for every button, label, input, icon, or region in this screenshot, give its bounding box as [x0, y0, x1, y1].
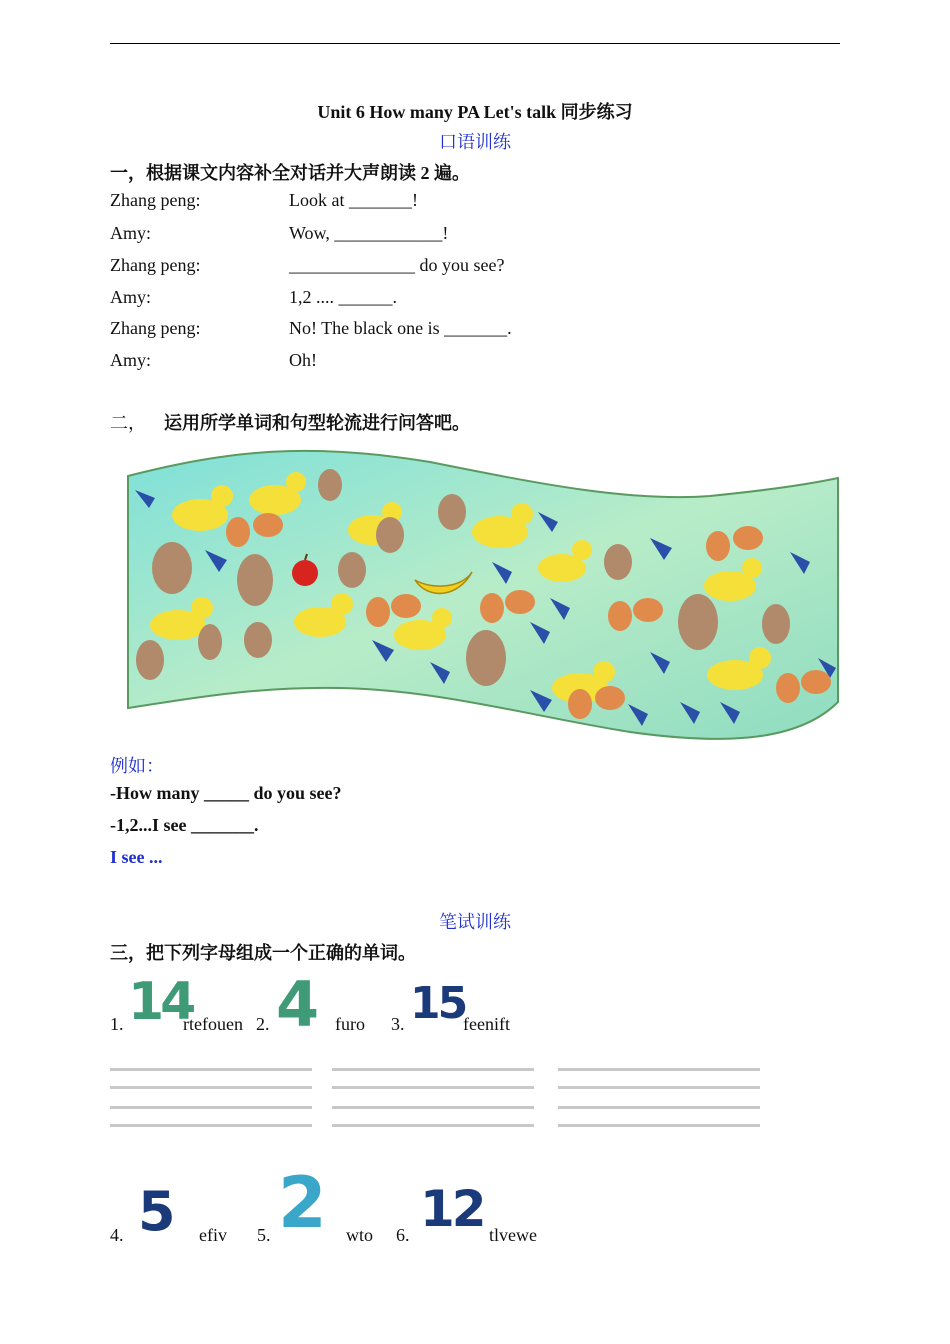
number-five-picture: 5 — [138, 1180, 176, 1243]
number-fourteen-picture: 14 — [128, 972, 193, 1032]
dialogue-speaker: Zhang peng: — [110, 190, 201, 210]
scrambled-letters: furo — [335, 1014, 365, 1034]
section-written-heading: 笔试训练 — [439, 912, 511, 932]
dialogue-speaker: Zhang peng: — [110, 318, 201, 338]
scrambled-letters: feenift — [463, 1014, 510, 1034]
item-number: 2. — [256, 1014, 270, 1034]
animals-flag-illustration — [110, 440, 845, 750]
example-label: 例如： — [110, 756, 164, 776]
item-number: 5. — [257, 1225, 271, 1245]
item-number: 4. — [110, 1225, 124, 1245]
example-answer: -1,2...I see _______. — [110, 815, 259, 835]
number-fifteen-picture: 15 — [410, 978, 466, 1029]
q3-heading: 三，把下列字母组成一个正确的单词。 — [110, 943, 416, 963]
dialogue-line: Oh! — [289, 350, 317, 370]
item-number: 6. — [396, 1225, 410, 1245]
page-title: Unit 6 How many PA Let's talk 同步练习 — [317, 102, 633, 122]
writing-lines — [110, 1068, 312, 1130]
header-rule — [110, 43, 840, 44]
dialogue-line: Wow, ____________! — [289, 223, 449, 243]
writing-lines — [558, 1068, 760, 1130]
number-twelve-picture: 12 — [420, 1180, 484, 1238]
q2-heading-text: 运用所学单词和句型轮流进行问答吧。 — [164, 413, 470, 433]
scrambled-letters: rtefouen — [183, 1014, 243, 1034]
writing-lines — [332, 1068, 534, 1130]
scrambled-letters: tlvewe — [489, 1225, 537, 1245]
number-four-picture: 4 — [276, 968, 320, 1041]
dialogue-speaker: Amy: — [110, 350, 152, 370]
q1-heading: 一，根据课文内容补全对话并大声朗读 2 遍。 — [110, 163, 470, 183]
q2-heading-num: 二， — [110, 413, 146, 433]
dialogue-speaker: Amy: — [110, 287, 152, 307]
scrambled-letters: efiv — [199, 1225, 227, 1245]
example-i-see: I see ... — [110, 847, 163, 867]
dialogue-line: No! The black one is _______. — [289, 318, 512, 338]
item-number: 3. — [391, 1014, 405, 1034]
section-oral-heading: 口语训练 — [439, 132, 511, 152]
q2-heading — [110, 409, 470, 435]
dialogue-line: Look at _______! — [289, 190, 418, 210]
example-question: -How many _____ do you see? — [110, 783, 342, 803]
scrambled-letters: wto — [346, 1225, 373, 1245]
dialogue-line: 1,2 .... ______. — [289, 287, 397, 307]
number-two-picture: 2 — [278, 1162, 327, 1244]
item-number: 1. — [110, 1014, 124, 1034]
dialogue-speaker: Amy: — [110, 223, 152, 243]
dialogue-speaker: Zhang peng: — [110, 255, 201, 275]
dialogue-line: ______________ do you see? — [289, 255, 505, 275]
